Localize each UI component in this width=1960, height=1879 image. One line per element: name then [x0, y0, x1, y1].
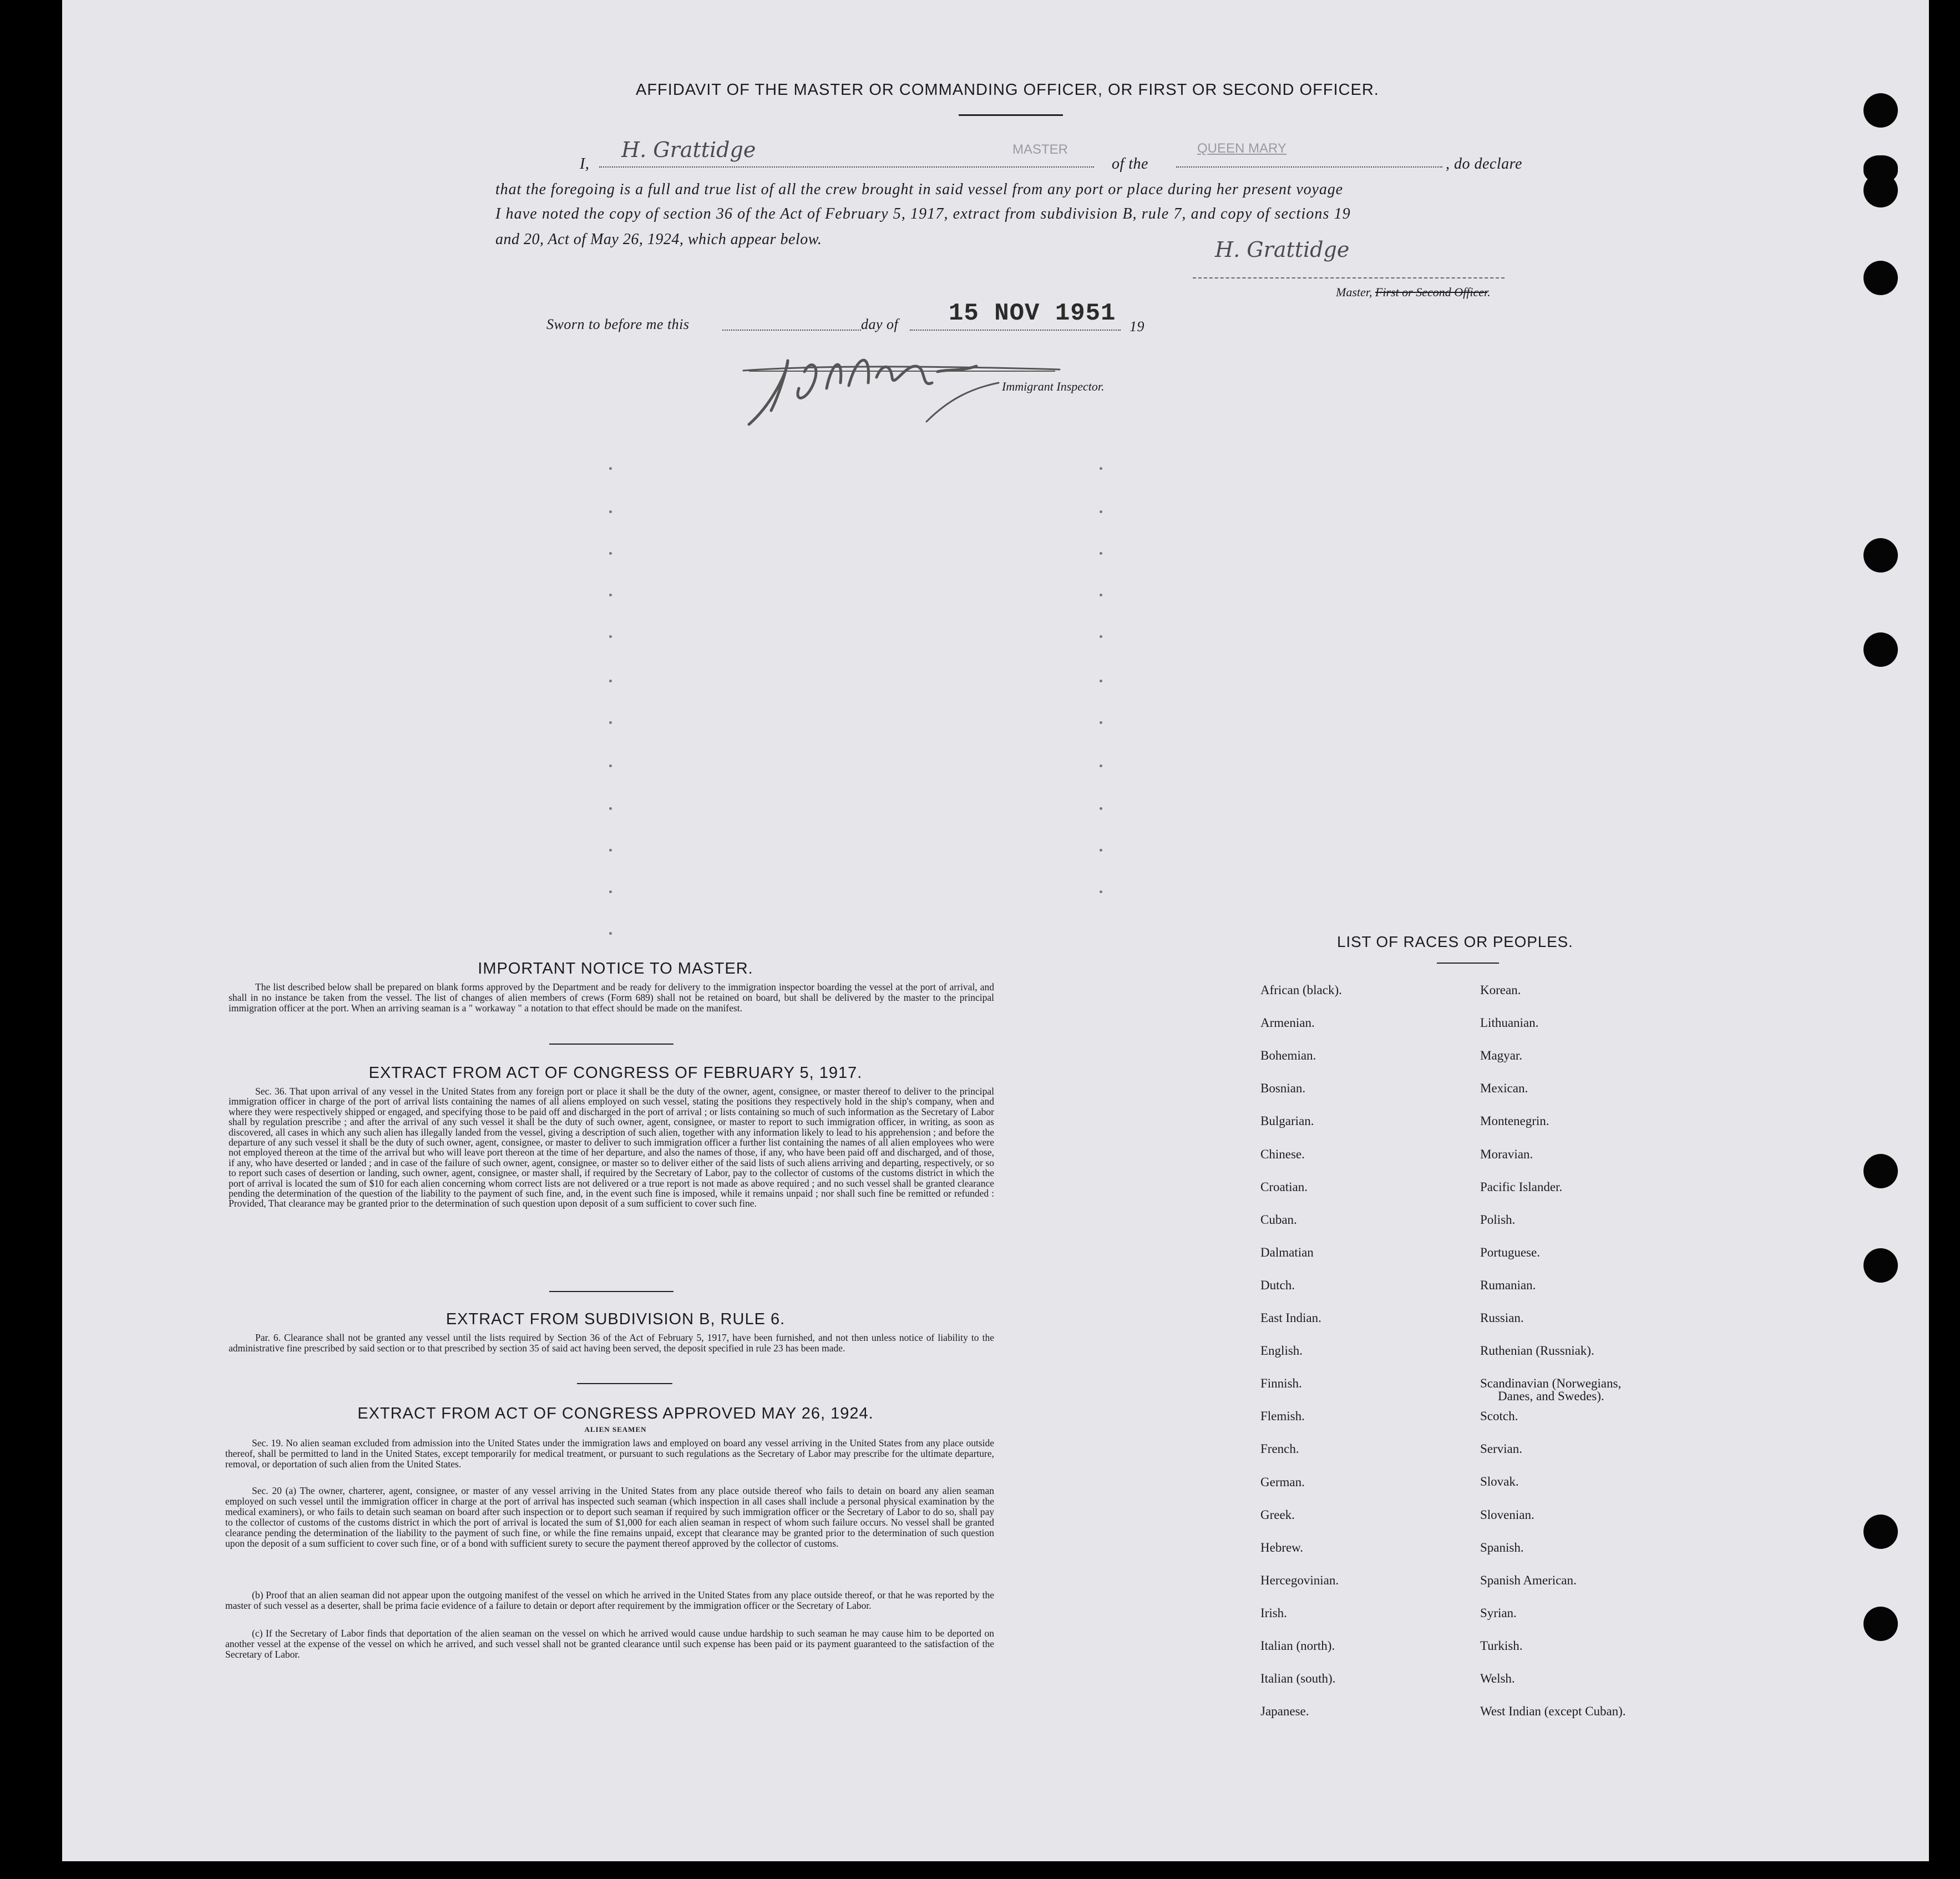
inspector-line	[749, 371, 1055, 372]
date-stamp: 15 NOV 1951	[949, 300, 1116, 327]
race-item: Polish.	[1480, 1212, 1516, 1227]
race-item: Spanish American.	[1480, 1573, 1577, 1587]
race-item: Servian.	[1480, 1442, 1523, 1456]
document-page	[62, 0, 1929, 1861]
punch-hole	[1863, 632, 1898, 667]
race-item: Bulgarian.	[1260, 1114, 1314, 1128]
race-item: Montenegrin.	[1480, 1114, 1549, 1128]
race-item: German.	[1260, 1475, 1305, 1489]
race-item: Rumanian.	[1480, 1278, 1536, 1292]
race-item: Slovenian.	[1480, 1507, 1534, 1522]
race-item: Cuban.	[1260, 1212, 1297, 1227]
race-item: Dalmatian	[1260, 1245, 1314, 1259]
race-item: Magyar.	[1480, 1049, 1523, 1063]
race-item: Moravian.	[1480, 1147, 1533, 1161]
do-declare-label: , do declare	[1446, 155, 1522, 173]
punch-hole	[1863, 1248, 1898, 1283]
punch-hole	[1863, 538, 1898, 573]
race-item: Flemish.	[1260, 1409, 1305, 1424]
race-item: Mexican.	[1480, 1081, 1528, 1096]
sworn-dotted-line	[722, 330, 861, 331]
alien-seamen-subtitle: ALIEN SEAMEN	[584, 1425, 647, 1434]
race-item: Portuguese.	[1480, 1245, 1540, 1259]
race-item: Bosnian.	[1260, 1081, 1306, 1096]
race-item: Spanish.	[1480, 1540, 1524, 1554]
race-item: Chinese.	[1260, 1147, 1305, 1161]
notice-text: The list described below shall be prepared on blank forms approved by the Department and be ready for delivery to the immigration inspector boarding the vessel at the port of arrival, and shall in no instance be taken from the vessel. The list of changes of alien members of crews (Form 689) shall not be retained on board, but shall be delivered by the master to the principal immigration officer at the port. When an arriving seaman is a " workaway " a notation to that effect should be made on the manifest.	[229, 981, 994, 1014]
extract-1924-sec20b: (b) Proof that an alien seaman did not appear upon the outgoing manifest of the vessel on which he arrived in the United States from any place outside thereof, or that he was reported by the master of such vessel as a deserter, shall be prima facie evidence of a failure to detain or deport after requirement by the immigration officer or the Secretary of Labor.	[225, 1589, 994, 1611]
divider	[549, 1291, 673, 1292]
race-item: Dutch.	[1260, 1278, 1295, 1292]
declaration-prefix: I,	[580, 155, 590, 173]
vessel-name-stamp: QUEEN MARY	[1197, 141, 1287, 156]
declaration-line-4: and 20, Act of May 26, 1924, which appear below.	[495, 231, 822, 248]
extract-1917-title: EXTRACT FROM ACT OF CONGRESS OF FEBRUARY 5, 1917.	[368, 1064, 863, 1082]
race-item: Welsh.	[1480, 1672, 1515, 1685]
race-item: Armenian.	[1260, 1016, 1315, 1030]
race-item: Scandinavian (Norwegians,	[1480, 1376, 1622, 1391]
punch-hole	[1863, 93, 1898, 128]
divider	[549, 1044, 673, 1045]
race-item: Croatian.	[1260, 1179, 1308, 1194]
extract-1917-text: Sec. 36. That upon arrival of any vessel in the United States from any foreign port or place it shall be the duty of the owner, agent, consignee, or master thereof to deliver to the principal immigration officer in charge of the port of arrival lists containing the names of all aliens employed on such vessel, stating the positions they respectively hold in the ship's company, when and where they were respectively shipped or engaged, and specifying those to be paid off and discharged in the port of arrival ; or lists containing so much of such information as the Secretary of Labor shall by regulation prescribe ; and after the arrival of any such vessel it shall be the duty of such owner, agent, consignee, or master to report to such immigration officer, in writing, as soon as discovered, all cases in which any such alien has illegally landed from the vessel, giving a description of such alien, together with any information likely to lead to his apprehension ; and before the departure of any such vessel it shall be the duty of such owner, agent, consignee, or master to deliver to such immigration officer a further list containing the names of all alien employees who were not employed thereon at the time of the arrival but who will leave port thereon at the time of her departure, and also the names of those, if any, who have been paid off and discharged, and of those, if any, who have deserted or landed ; and in case of the failure of such owner, agent, consignee, or master so to deliver either of the said lists of such aliens arriving and departing, respectively, or so to report such cases of desertion or landing, such owner, agent, consignee, or master shall, if required by the Secretary of Labor, pay to the collector of customs of the customs district in which the port of arrival is located the sum of $10 for each alien concerning whom correct lists are not delivered or a true report is not made as above required ; and no such vessel shall be granted clearance pending the determination of the question of the liability to the payment of such fine, and, in the event such fine is imposed, while it remains unpaid ; nor shall such fine be remitted or refunded : Provided, That clearance may be granted prior to the determination of such question upon deposit of a sum sufficient to cover such fine.	[229, 1086, 994, 1209]
race-item: Hercegovinian.	[1260, 1573, 1339, 1587]
race-item: Bohemian.	[1260, 1049, 1316, 1063]
race-item: Slovak.	[1480, 1475, 1519, 1489]
race-item: East Indian.	[1260, 1311, 1321, 1325]
race-item: French.	[1260, 1442, 1299, 1456]
punch-hole	[1863, 1607, 1898, 1641]
races-underline	[1437, 963, 1499, 964]
punch-hole	[1863, 1154, 1898, 1188]
race-item: Pacific Islander.	[1480, 1179, 1563, 1194]
race-item: Scotch.	[1480, 1409, 1518, 1424]
master-name-handwritten: H. Grattidge	[621, 138, 756, 162]
master-stamp: MASTER	[1012, 142, 1068, 157]
race-item: Irish.	[1260, 1605, 1287, 1620]
declaration-line-3: I have noted the copy of section 36 of the Act of February 5, 1917, extract from subdivision B, rule 7, and copy of sections 19	[495, 205, 1351, 222]
year-suffix: 19	[1130, 318, 1144, 335]
race-item: Italian (north).	[1260, 1639, 1335, 1653]
extract-1924-sec20c: (c) If the Secretary of Labor finds that deportation of the alien seaman on the vessel on which he arrived would cause undue hardship to such seaman he may cause him to be deported on another vessel at the expense of the vessel on which he arrived, and such vessel shall not be granted clearance until such expense has been paid or its payment guaranteed to the satisfaction of the Secretary of Labor.	[225, 1628, 994, 1660]
punch-hole	[1863, 173, 1898, 207]
punch-hole	[1863, 1515, 1898, 1549]
declaration-line-2: that the foregoing is a full and true list of all the crew brought in said vessel from any port or place during her present voyage	[495, 181, 1344, 198]
name-dotted-line	[599, 166, 1094, 168]
caption-master: Master,	[1336, 285, 1372, 299]
race-item: Turkish.	[1480, 1638, 1523, 1653]
race-item: Lithuanian.	[1480, 1016, 1539, 1030]
extract-1924-sec19: Sec. 19. No alien seaman excluded from admission into the United States under the immigration laws and employed on board any vessel arriving in the United States from any place outside thereof, shall be permitted to land in the United States, except temporarily for medical treatment, or pursuant to such regulations as the Secretary of Labor may prescribe for the ultimate departure, removal, or deportation of such alien from the United States.	[225, 1437, 994, 1470]
date-dotted-line	[910, 330, 1121, 331]
divider	[577, 1383, 672, 1384]
race-item: Russian.	[1480, 1311, 1524, 1325]
race-item: Korean.	[1480, 983, 1521, 997]
race-item: Japanese.	[1260, 1704, 1309, 1719]
signature-caption	[1336, 285, 1491, 300]
race-item: English.	[1260, 1344, 1303, 1358]
of-the-label: of the	[1112, 155, 1148, 173]
race-item: West Indian (except Cuban).	[1480, 1704, 1626, 1719]
day-of-label: day of	[861, 316, 899, 332]
master-signature: H. Grattidge	[1215, 237, 1350, 262]
subdivision-b-text: Par. 6. Clearance shall not be granted any vessel until the lists required by Section 36 of the Act of February 5, 1917, have been furnished, and not then unless notice of liability to the administrative fine prescribed by said section or to that prescribed by section 35 of said act having been served, the deposit specified in rule 23 has been made.	[229, 1332, 994, 1354]
title-underline	[959, 114, 1063, 116]
race-item: Finnish.	[1260, 1376, 1302, 1391]
caption-struck-officer: First or Second Officer	[1375, 285, 1488, 299]
affidavit-title: AFFIDAVIT OF THE MASTER OR COMMANDING OFFICER, OR FIRST OR SECOND OFFICER.	[636, 81, 1379, 99]
race-item: Hebrew.	[1260, 1540, 1304, 1554]
caption-period: .	[1487, 285, 1491, 299]
extract-1924-title: EXTRACT FROM ACT OF CONGRESS APPROVED MAY 26, 1924.	[357, 1405, 874, 1422]
subdivision-b-title: EXTRACT FROM SUBDIVISION B, RULE 6.	[445, 1310, 786, 1328]
inspector-caption: Immigrant Inspector.	[1002, 379, 1105, 393]
race-item: African (black).	[1260, 983, 1342, 997]
punch-hole	[1863, 261, 1898, 295]
notice-title: IMPORTANT NOTICE TO MASTER.	[478, 960, 753, 978]
race-item: Syrian.	[1480, 1605, 1517, 1620]
race-item: Italian (south).	[1260, 1672, 1336, 1686]
vessel-dotted-line	[1176, 166, 1442, 168]
race-item: Greek.	[1260, 1507, 1295, 1522]
extract-1924-sec20a: Sec. 20 (a) The owner, charterer, agent, consignee, or master of any vessel arriving in the United States from any place outside thereof who fails to detain on board any alien seaman employed on such vessel until the immigration officer in charge at the port of arrival has inspected such seaman (which inspection in all cases shall include a personal physical examination by the medical examiners), or who fails to detain such seaman on board after such inspection or to deport such seaman if required by such immigration officer or the Secretary of Labor to do so, shall pay to the collector of customs of the customs district in which the port of arrival is located the sum of $1,000 for each alien seaman in respect of whom such failure occurs. No vessel shall be granted clearance pending the determination of the liability to the payment of such fine, or while the fine remains unpaid, except that clearance may be granted prior to the determination of such question upon the deposit of a sum sufficient to cover such fine, or of a bond with sufficient surety to secure the payment thereof approved by the collector of customs.	[225, 1485, 994, 1549]
races-title: LIST OF RACES OR PEOPLES.	[1337, 933, 1573, 950]
signature-line	[1193, 277, 1505, 278]
sworn-label: Sworn to before me this	[546, 316, 690, 332]
race-item: Danes, and Swedes).	[1498, 1389, 1604, 1404]
race-item: Ruthenian (Russniak).	[1480, 1344, 1594, 1358]
